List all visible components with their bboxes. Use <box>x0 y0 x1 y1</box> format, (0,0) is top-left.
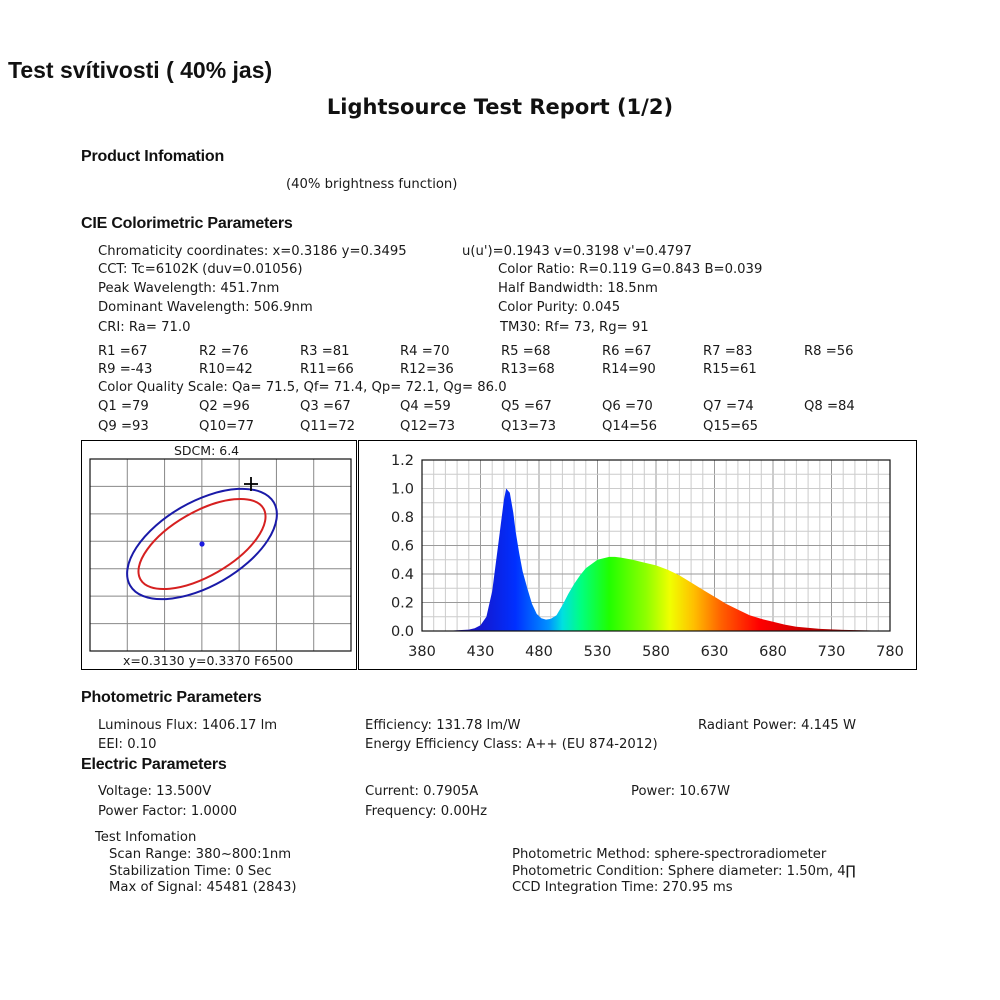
color-ratio-text: Color Ratio: R=0.119 G=0.843 B=0.039 <box>498 262 763 277</box>
cct-text: CCT: Tc=6102K (duv=0.01056) <box>98 262 303 277</box>
efficiency-text: Efficiency: 131.78 lm/W <box>365 718 521 733</box>
q-value: Q8 =84 <box>804 399 855 414</box>
test-heading: Test Infomation <box>95 830 197 845</box>
spectrum-y-tick-label: 0.6 <box>390 538 414 554</box>
chromaticity-text: Chromaticity coordinates: x=0.3186 y=0.3495 <box>98 244 407 259</box>
radiant-power-text: Radiant Power: 4.145 W <box>698 718 857 733</box>
peak-wavelength-text: Peak Wavelength: 451.7nm <box>98 281 280 296</box>
r-value: R2 =76 <box>199 344 249 359</box>
sdcm-label: SDCM: 6.4 <box>174 443 240 458</box>
scan-range-text: Scan Range: 380~800:1nm <box>109 847 292 862</box>
power-text: Power: 10.67W <box>631 784 731 799</box>
r-value: R10=42 <box>199 362 253 377</box>
frequency-text: Frequency: 0.00Hz <box>365 804 488 819</box>
q-value: Q1 =79 <box>98 399 149 414</box>
report-title: Lightsource Test Report (1/2) <box>326 95 674 119</box>
q-value: Q4 =59 <box>400 399 451 414</box>
half-bandwidth-text: Half Bandwidth: 18.5nm <box>498 281 658 296</box>
q-value: Q2 =96 <box>199 399 250 414</box>
q-value: Q5 =67 <box>501 399 552 414</box>
photometric-method-text: Photometric Method: sphere-spectroradiometer <box>512 847 827 862</box>
r-value: R8 =56 <box>804 344 854 359</box>
cri-text: CRI: Ra= 71.0 <box>98 320 191 335</box>
sdcm-panel <box>81 440 357 670</box>
spectrum-y-tick-label: 1.0 <box>390 481 414 497</box>
r-value: R14=90 <box>602 362 656 377</box>
stabilization-text: Stabilization Time: 0 Sec <box>109 864 272 879</box>
product-heading: Product Infomation <box>81 148 225 165</box>
cie-heading: CIE Colorimetric Parameters <box>81 215 293 232</box>
r-value: R6 =67 <box>602 344 652 359</box>
r-value: R5 =68 <box>501 344 551 359</box>
photometric-condition-text: Photometric Condition: Sphere diameter: 1.50m, 4∏ <box>512 864 856 879</box>
power-factor-text: Power Factor: 1.0000 <box>98 804 237 819</box>
voltage-text: Voltage: 13.500V <box>98 784 212 799</box>
eei-text: EEI: 0.10 <box>98 737 157 752</box>
spectrum-x-tick-label: 430 <box>466 643 494 660</box>
color-purity-text: Color Purity: 0.045 <box>498 300 621 315</box>
q-value: Q6 =70 <box>602 399 653 414</box>
sdcm-footer: x=0.3130 y=0.3370 F6500 <box>123 653 294 668</box>
spectrum-y-tick-label: 0.0 <box>390 623 414 640</box>
photometric-heading: Photometric Parameters <box>81 689 262 706</box>
r-value: R15=61 <box>703 362 757 377</box>
q-value: Q3 =67 <box>300 399 351 414</box>
r-value: R12=36 <box>400 362 454 377</box>
spectrum-y-tick-label: 0.2 <box>390 595 414 611</box>
q-value: Q10=77 <box>199 419 254 434</box>
cqs-text: Color Quality Scale: Qa= 71.5, Qf= 71.4, Qp= 72.1, Qg= 86.0 <box>98 380 507 395</box>
spectrum-x-tick-label: 530 <box>583 643 611 660</box>
spectrum-x-tick-label: 630 <box>700 643 728 660</box>
r-value: R4 =70 <box>400 344 450 359</box>
r-value: R13=68 <box>501 362 555 377</box>
sdcm-plot <box>81 440 357 670</box>
overline-title: Test svítivosti ( 40% jas) <box>8 57 273 83</box>
spectrum-y-tick-label: 1.2 <box>390 452 414 469</box>
spectrum-panel <box>358 440 917 670</box>
r-value: R9 =-43 <box>98 362 153 377</box>
max-signal-text: Max of Signal: 45481 (2843) <box>109 880 297 895</box>
r-value: R1 =67 <box>98 344 148 359</box>
r-value: R3 =81 <box>300 344 350 359</box>
r-value: R7 =83 <box>703 344 753 359</box>
spectrum-x-tick-label: 380 <box>407 643 436 660</box>
sdcm-center-point <box>199 541 204 546</box>
energy-class-text: Energy Efficiency Class: A++ (EU 874-2012) <box>365 737 658 752</box>
luminous-flux-text: Luminous Flux: 1406.17 lm <box>98 718 278 733</box>
spectrum-y-tick-label: 0.8 <box>390 509 414 526</box>
sdcm-plot-frame <box>90 459 351 651</box>
electric-heading: Electric Parameters <box>81 756 227 773</box>
spectrum-x-tick-label: 580 <box>641 643 670 660</box>
q-value: Q11=72 <box>300 419 355 434</box>
spectrum-y-tick-label: 0.4 <box>390 566 414 583</box>
q-value: Q14=56 <box>602 419 657 434</box>
spectrum-x-tick-label: 680 <box>758 643 787 660</box>
spectrum-chart <box>358 440 917 670</box>
q-value: Q13=73 <box>501 419 556 434</box>
q-value: Q9 =93 <box>98 419 149 434</box>
product-description: (40% brightness function) <box>286 177 458 192</box>
q-value: Q12=73 <box>400 419 455 434</box>
q-value: Q7 =74 <box>703 399 754 414</box>
spectrum-x-tick-label: 730 <box>817 643 845 660</box>
ccd-integration-text: CCD Integration Time: 270.95 ms <box>512 880 733 895</box>
dominant-wavelength-text: Dominant Wavelength: 506.9nm <box>98 300 313 315</box>
spectrum-x-tick-label: 480 <box>524 643 553 660</box>
uv-text: u(u')=0.1943 v=0.3198 v'=0.4797 <box>462 244 692 259</box>
tm30-text: TM30: Rf= 73, Rg= 91 <box>500 320 649 335</box>
q-value: Q15=65 <box>703 419 758 434</box>
r-value: R11=66 <box>300 362 354 377</box>
current-text: Current: 0.7905A <box>365 784 479 799</box>
spectrum-x-tick-label: 780 <box>875 643 904 660</box>
